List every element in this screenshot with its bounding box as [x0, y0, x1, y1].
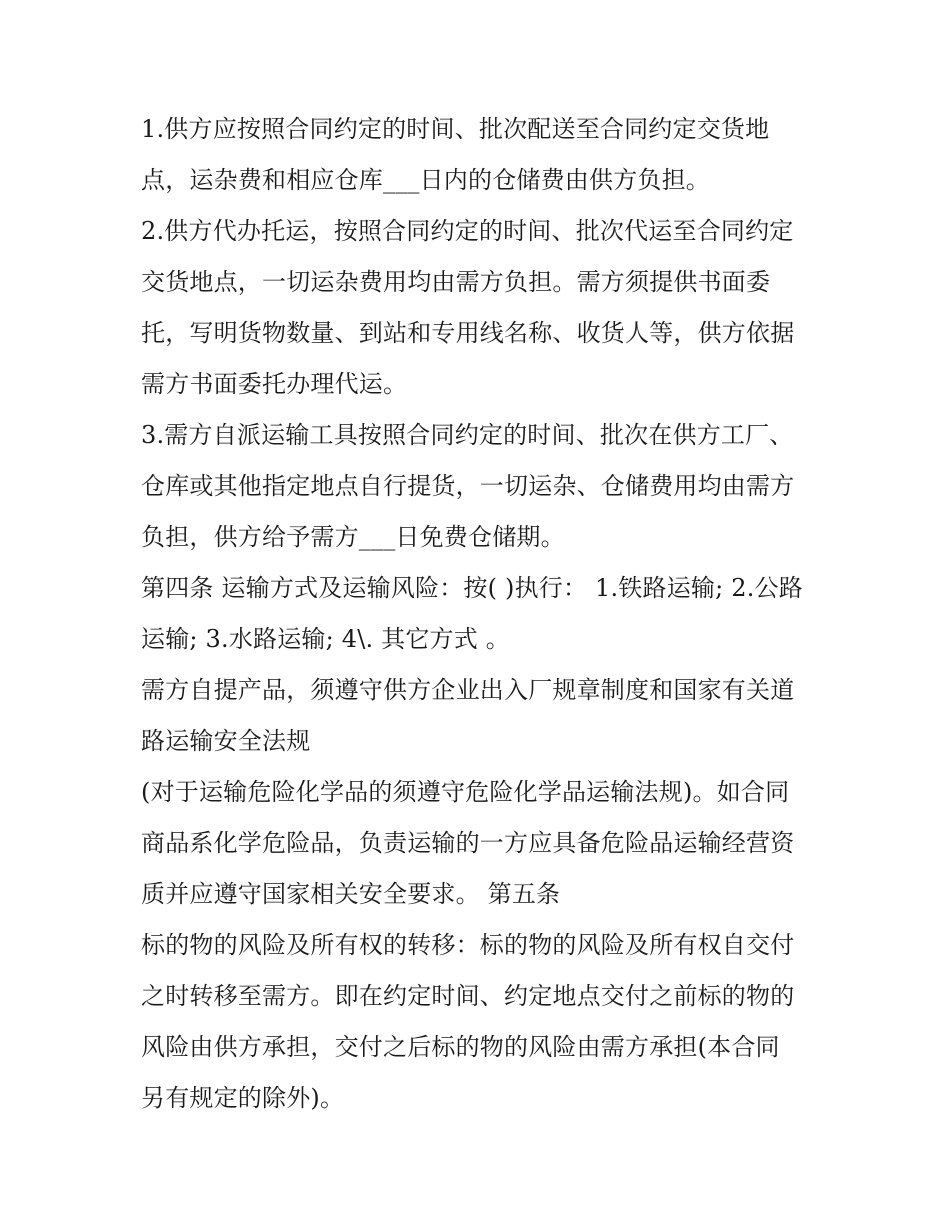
text-line: 需方自提产品，须遵守供方企业出入厂规章制度和国家有关道 [141, 676, 795, 704]
text-line: 路运输安全法规 [141, 727, 311, 755]
text-line: (对于运输危险化学品的须遵守危险化学品运输法规)。如合同 [141, 778, 790, 806]
text-line: 点，运杂费和相应仓库___日内的仓储费由供方负担。 [141, 166, 710, 194]
text-line: 仓库或其他指定地点自行提货，一切运杂、仓储费用均由需方 [141, 472, 795, 500]
text-line: 2.供方代办托运，按照合同约定的时间、批次代运至合同约定 [141, 217, 794, 245]
text-line: 负担，供方给予需方___日免费仓储期。 [141, 523, 565, 551]
text-line: 标的物的风险及所有权的转移：标的物的风险及所有权自交付 [141, 931, 795, 959]
text-line: 风险由供方承担，交付之后标的物的风险由需方承担(本合同 [141, 1033, 780, 1061]
text-line: 运输; 3.水路运输; 4\. 其它方式 。 [141, 625, 510, 653]
text-line: 交货地点，一切运杂费用均由需方负担。需方须提供书面委 [141, 268, 771, 296]
text-line: 之时转移至需方。即在约定时间、约定地点交付之前标的物的 [141, 982, 795, 1010]
text-line: 商品系化学危险品，负责运输的一方应具备危险品运输经营资 [141, 829, 795, 857]
text-line: 第四条 运输方式及运输风险：按( )执行： 1.铁路运输; 2.公路 [141, 574, 803, 602]
text-line: 质并应遵守国家相关安全要求。 第五条 [141, 880, 561, 908]
text-line: 需方书面委托办理代运。 [141, 370, 408, 398]
text-line: 托，写明货物数量、到站和专用线名称、收货人等，供方依据 [141, 319, 795, 347]
document-body [141, 104, 831, 1124]
text-line: 3.需方自派运输工具按照合同约定的时间、批次在供方工厂、 [141, 421, 794, 449]
text-line: 1.供方应按照合同约定的时间、批次配送至合同约定交货地 [141, 115, 770, 143]
text-line: 另有规定的除外)。 [141, 1084, 345, 1112]
